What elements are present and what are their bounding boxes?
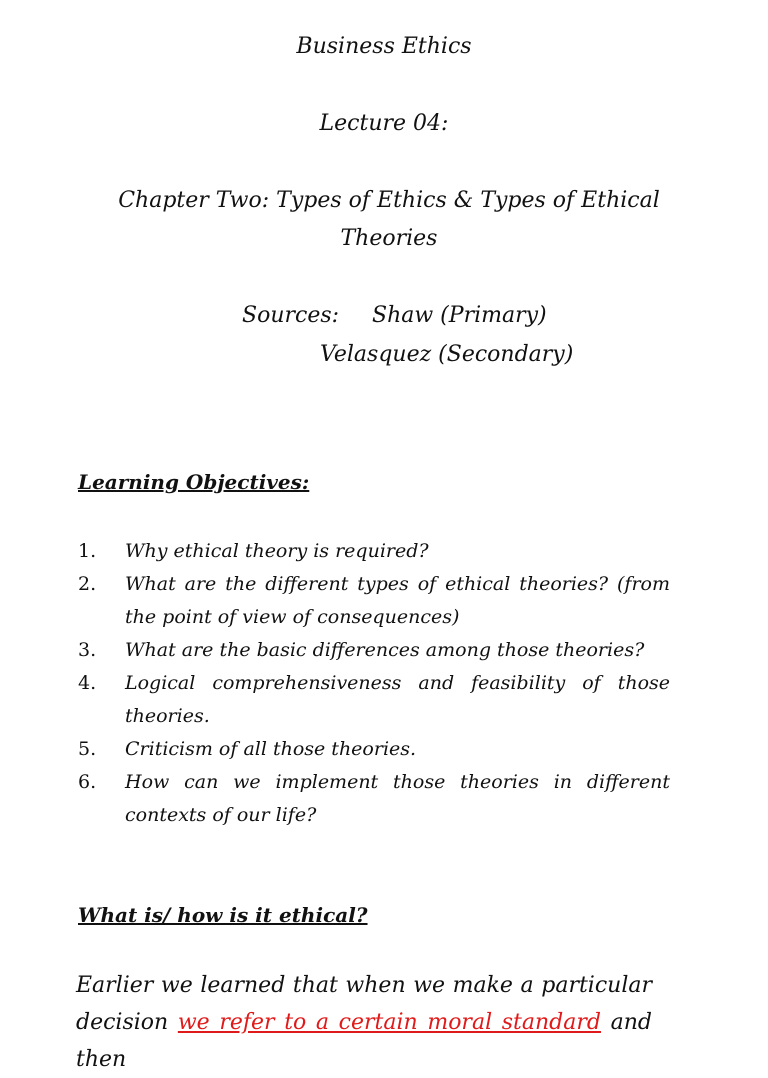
list-item-number: 2. (78, 573, 97, 595)
list-item-number: 3. (78, 639, 97, 661)
list-item-text: What are the different types of ethical theories? (from the point of view of consequences) (125, 573, 670, 628)
list-item-number: 6. (78, 771, 97, 793)
source-secondary: Velasquez (Secondary) (320, 342, 574, 367)
list-item (78, 634, 670, 667)
objectives-list (78, 535, 670, 832)
list-item (78, 535, 670, 568)
source-primary: Shaw (Primary) (372, 303, 547, 328)
list-item-text: What are the basic differences among those theories? (125, 639, 645, 661)
paragraph-text-start: Earlier we learned that when we make a particular decision (76, 973, 652, 1035)
lecture-number: Lecture 04: (319, 111, 449, 136)
section-heading: What is/ how is it ethical? (78, 903, 368, 927)
highlighted-text: we refer to a certain moral standard (177, 1010, 601, 1035)
learning-objectives-heading: Learning Objectives: (78, 470, 310, 494)
list-item (78, 766, 670, 832)
sources-label: Sources: (242, 303, 340, 328)
course-title: Business Ethics (296, 34, 472, 59)
list-item-number: 1. (78, 540, 97, 562)
list-item (78, 733, 670, 766)
list-item-text: Logical comprehensiveness and feasibility of those theories. (125, 672, 670, 727)
list-item-text: Criticism of all those theories. (125, 738, 417, 760)
list-item-number: 5. (78, 738, 97, 760)
list-item (78, 568, 670, 634)
list-item-number: 4. (78, 672, 97, 694)
chapter-title: Chapter Two: Types of Ethics & Types of Ethical Theories (118, 188, 660, 251)
list-item (78, 667, 670, 733)
paragraph-text-end: and then (76, 1010, 652, 1072)
list-item-text: How can we implement those theories in different contexts of our life? (125, 771, 670, 826)
list-item-text: Why ethical theory is required? (125, 540, 429, 562)
body-paragraph (76, 967, 652, 1078)
